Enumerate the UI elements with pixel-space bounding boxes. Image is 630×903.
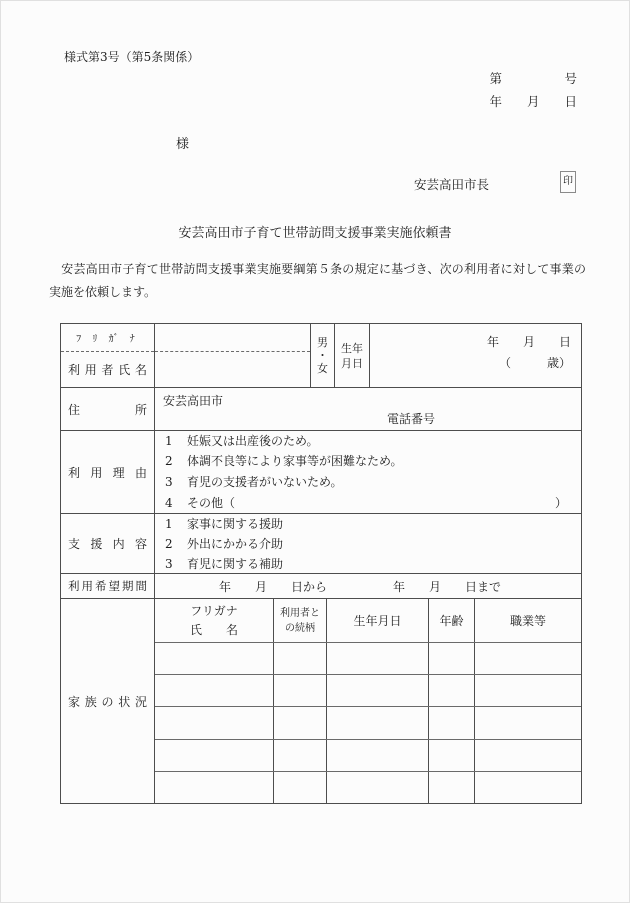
phone-number-label: 電話番号 bbox=[387, 412, 436, 426]
family-furigana-header: フリガナ bbox=[190, 603, 238, 618]
birthdate-label-line1: 生年 bbox=[341, 341, 363, 355]
family-name-cell bbox=[155, 740, 274, 771]
addressee-suffix: 様 bbox=[176, 137, 190, 152]
support-label: 支 援 内 容 bbox=[68, 537, 147, 551]
family-relation-cell bbox=[274, 707, 327, 738]
seal-mark: 印 bbox=[560, 171, 576, 193]
support-item bbox=[165, 514, 571, 534]
family-birthdate-cell bbox=[327, 772, 429, 803]
address-city-prefix: 安芸高田市 bbox=[163, 394, 224, 408]
support-list-cell bbox=[155, 514, 581, 573]
document-number-line: 第 号 bbox=[489, 71, 577, 86]
form-number: 様式第3号（第5条関係） bbox=[64, 50, 200, 64]
support-item-number: 1 bbox=[165, 516, 173, 531]
birthdate-label-cell bbox=[335, 324, 370, 387]
family-name-cell bbox=[155, 675, 274, 706]
family-age-cell bbox=[429, 707, 475, 738]
reason-item bbox=[165, 431, 571, 452]
family-col-birthdate-header bbox=[327, 599, 429, 642]
body-paragraph: 安芸高田市子育て世帯訪問支援事業実施要綱第５条の規定に基づき、次の利用者に対して事業の実施を依頼します。 bbox=[49, 262, 586, 299]
period-from: 年 月 日から bbox=[219, 579, 328, 594]
address-label-cell bbox=[61, 388, 155, 430]
document-date-line: 年 月 日 bbox=[489, 94, 577, 109]
reason-item-number: 2 bbox=[165, 454, 173, 469]
period-to: 年 月 日まで bbox=[392, 579, 501, 594]
gender-female-label: 女 bbox=[317, 362, 328, 375]
furigana-label: ﾌ ﾘ ｶﾞ ﾅ bbox=[61, 324, 154, 352]
family-empty-row bbox=[155, 739, 581, 771]
reason-item-number: 1 bbox=[165, 433, 173, 448]
period-label: 利 用 希 望 期 間 bbox=[68, 579, 147, 593]
address-row bbox=[61, 387, 581, 430]
family-relation-cell bbox=[274, 740, 327, 771]
family-table bbox=[155, 599, 581, 803]
gender-dot: ・ bbox=[317, 349, 328, 362]
reason-item-number: 4 bbox=[165, 495, 173, 510]
family-age-cell bbox=[429, 675, 475, 706]
family-label: 家 族 の 状 況 bbox=[68, 694, 147, 709]
reason-item bbox=[165, 472, 571, 493]
application-form-table bbox=[60, 323, 582, 804]
reason-list-cell bbox=[155, 431, 581, 513]
furigana-field bbox=[155, 324, 310, 352]
reason-item-text: その他（ bbox=[187, 495, 236, 510]
support-item-number: 2 bbox=[165, 536, 173, 551]
family-age-cell bbox=[429, 772, 475, 803]
applicant-name-label: 利 用 者 氏 名 bbox=[68, 363, 147, 377]
family-occupation-cell bbox=[475, 772, 581, 803]
birthdate-value-line1: 年 月 日 bbox=[486, 335, 571, 349]
reason-item-text: 体調不良等により家事等が困難なため。 bbox=[187, 454, 403, 469]
gender-male-label: 男 bbox=[317, 336, 328, 349]
family-col-relation-header bbox=[274, 599, 327, 642]
document-title: 安芸高田市子育て世帯訪問支援事業実施依頼書 bbox=[178, 226, 452, 241]
birthdate-label-line2: 月日 bbox=[341, 356, 363, 370]
family-relation-cell bbox=[274, 772, 327, 803]
reason-other-close-paren: ） bbox=[554, 495, 567, 510]
reason-label-cell bbox=[61, 431, 155, 513]
family-name-cell bbox=[155, 707, 274, 738]
family-empty-row bbox=[155, 642, 581, 674]
family-relation-cell bbox=[274, 643, 327, 674]
family-empty-row bbox=[155, 706, 581, 738]
support-item bbox=[165, 554, 571, 574]
family-birthdate-header: 生年月日 bbox=[353, 614, 402, 628]
period-value-cell bbox=[155, 574, 581, 598]
birthdate-value-cell bbox=[370, 324, 581, 387]
family-occupation-cell bbox=[475, 740, 581, 771]
reason-item-other bbox=[165, 493, 571, 514]
family-col-occupation-header bbox=[475, 599, 581, 642]
support-item bbox=[165, 534, 571, 554]
family-birthdate-cell bbox=[327, 707, 429, 738]
family-header-row bbox=[155, 599, 581, 642]
applicant-name-label-wrap bbox=[61, 352, 154, 387]
family-label-cell bbox=[61, 599, 155, 803]
support-item-text: 家事に関する援助 bbox=[187, 516, 284, 531]
support-row bbox=[61, 513, 581, 573]
sender-title: 安芸高田市長 bbox=[414, 177, 490, 192]
reason-other-blank bbox=[235, 493, 555, 514]
family-occupation-cell bbox=[475, 643, 581, 674]
reason-label: 利 用 理 由 bbox=[68, 465, 147, 480]
applicant-name-field bbox=[155, 324, 311, 387]
family-name-cell bbox=[155, 772, 274, 803]
family-relation-header-line1: 利用者と bbox=[280, 607, 320, 619]
support-item-text: 育児に関する補助 bbox=[187, 556, 284, 571]
support-label-cell bbox=[61, 514, 155, 573]
family-section bbox=[61, 598, 581, 803]
family-age-header: 年齢 bbox=[439, 614, 464, 628]
family-age-cell bbox=[429, 740, 475, 771]
family-relation-header-line2: の続柄 bbox=[285, 622, 315, 634]
family-empty-row bbox=[155, 771, 581, 803]
reason-row bbox=[61, 430, 581, 513]
address-value-cell bbox=[155, 388, 581, 430]
family-birthdate-cell bbox=[327, 643, 429, 674]
family-name-header: 氏 名 bbox=[189, 622, 238, 637]
gender-cell bbox=[311, 324, 335, 387]
support-item-text: 外出にかかる介助 bbox=[187, 536, 284, 551]
family-name-cell bbox=[155, 643, 274, 674]
family-col-name-header bbox=[155, 599, 274, 642]
support-item-number: 3 bbox=[165, 556, 173, 571]
family-relation-cell bbox=[274, 675, 327, 706]
applicant-row bbox=[61, 324, 581, 387]
family-occupation-header: 職業等 bbox=[509, 614, 546, 628]
family-age-cell bbox=[429, 643, 475, 674]
family-occupation-cell bbox=[475, 675, 581, 706]
period-label-cell bbox=[61, 574, 155, 598]
family-empty-row bbox=[155, 674, 581, 706]
family-birthdate-cell bbox=[327, 740, 429, 771]
applicant-label-cell bbox=[61, 324, 155, 387]
birthdate-age-line: （ 歳） bbox=[498, 356, 571, 370]
address-label: 住 所 bbox=[68, 402, 147, 417]
reason-item-text: 育児の支援者がいないため。 bbox=[187, 475, 343, 489]
reason-item-text: 妊娠又は出産後のため。 bbox=[187, 433, 319, 448]
family-col-age-header bbox=[429, 599, 475, 642]
family-occupation-cell bbox=[475, 707, 581, 738]
reason-item-number: 3 bbox=[165, 475, 173, 489]
period-row bbox=[61, 573, 581, 598]
reason-item bbox=[165, 451, 571, 472]
family-birthdate-cell bbox=[327, 675, 429, 706]
